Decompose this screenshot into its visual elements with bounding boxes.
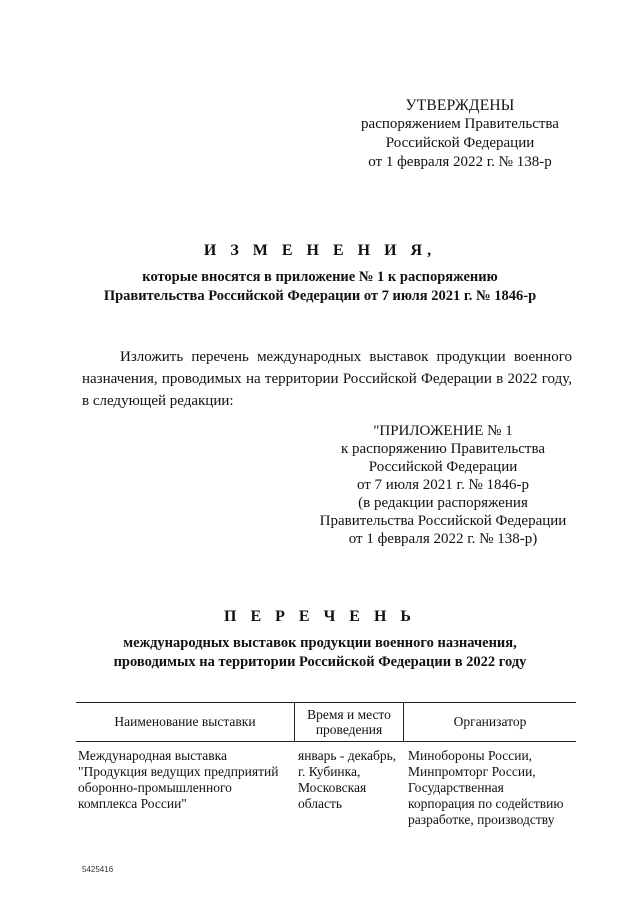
cell-line: Минобороны России, bbox=[408, 748, 533, 763]
document-code: 5425416 bbox=[82, 865, 114, 874]
cell-line: г. Кубинка, bbox=[298, 764, 361, 779]
changes-subtitle-line: которые вносятся в приложение № 1 к распоряжению bbox=[142, 269, 498, 285]
cell-organizer bbox=[408, 748, 578, 828]
header-organizer: Организатор bbox=[453, 714, 527, 729]
approval-block bbox=[340, 96, 580, 172]
approval-heading: УТВЕРЖДЕНЫ bbox=[405, 97, 515, 114]
changes-subtitle-line: Правительства Российской Федерации от 7 июля 2021 г. № 1846-р bbox=[103, 288, 537, 304]
exhibitions-table bbox=[76, 702, 576, 848]
cell-line: Международная выставка bbox=[78, 748, 227, 763]
cell-line: корпорация по содействию bbox=[408, 796, 564, 811]
appendix-header bbox=[300, 422, 586, 548]
cell-line: оборонно-промышленного bbox=[78, 780, 232, 795]
cell-line: разработке, производству bbox=[408, 812, 555, 827]
appendix-line: "ПРИЛОЖЕНИЕ № 1 bbox=[373, 423, 513, 439]
cell-line: область bbox=[298, 796, 343, 811]
approval-line: Российской Федерации bbox=[385, 135, 535, 151]
header-name: Наименование выставки bbox=[76, 703, 295, 741]
approval-line: от 1 февраля 2022 г. № 138-р bbox=[368, 154, 552, 170]
changes-title: И З М Е Н Е Н И Я, bbox=[203, 242, 437, 259]
cell-line: Московская bbox=[298, 780, 367, 795]
appendix-line: от 7 июля 2021 г. № 1846-р bbox=[356, 477, 530, 493]
changes-subtitle bbox=[0, 268, 640, 306]
approval-line: распоряжением Правительства bbox=[361, 116, 559, 132]
header-time-place: Время и место проведения bbox=[295, 703, 404, 741]
table-row bbox=[76, 748, 576, 848]
appendix-line: Российской Федерации bbox=[368, 459, 518, 475]
table-header bbox=[76, 702, 576, 742]
body-paragraph: Изложить перечень международных выставок продукции военного назначения, проводимых на территории Российской Федерации в 2022 году, в следующей редакции: bbox=[82, 349, 572, 409]
cell-line: Минпромторг России, bbox=[408, 764, 536, 779]
cell-line: "Продукция ведущих предприятий bbox=[78, 764, 279, 779]
list-subtitle-line: международных выставок продукции военного назначения, bbox=[123, 635, 517, 651]
cell-line: январь - декабрь, bbox=[298, 748, 397, 763]
list-subtitle bbox=[0, 634, 640, 672]
cell-line: Государственная bbox=[408, 780, 504, 795]
list-subtitle-line: проводимых на территории Российской Федерации в 2022 году bbox=[113, 654, 527, 670]
cell-name bbox=[78, 748, 288, 812]
appendix-line: (в редакции распоряжения bbox=[358, 495, 528, 511]
cell-line: комплекса России" bbox=[78, 796, 187, 811]
list-title: П Е Р Е Ч Е Н Ь bbox=[224, 608, 416, 625]
appendix-line: к распоряжению Правительства bbox=[340, 441, 545, 457]
cell-time-place bbox=[298, 748, 402, 812]
appendix-line: от 1 февраля 2022 г. № 138-р) bbox=[348, 531, 538, 547]
appendix-line: Правительства Российской Федерации bbox=[319, 513, 567, 529]
